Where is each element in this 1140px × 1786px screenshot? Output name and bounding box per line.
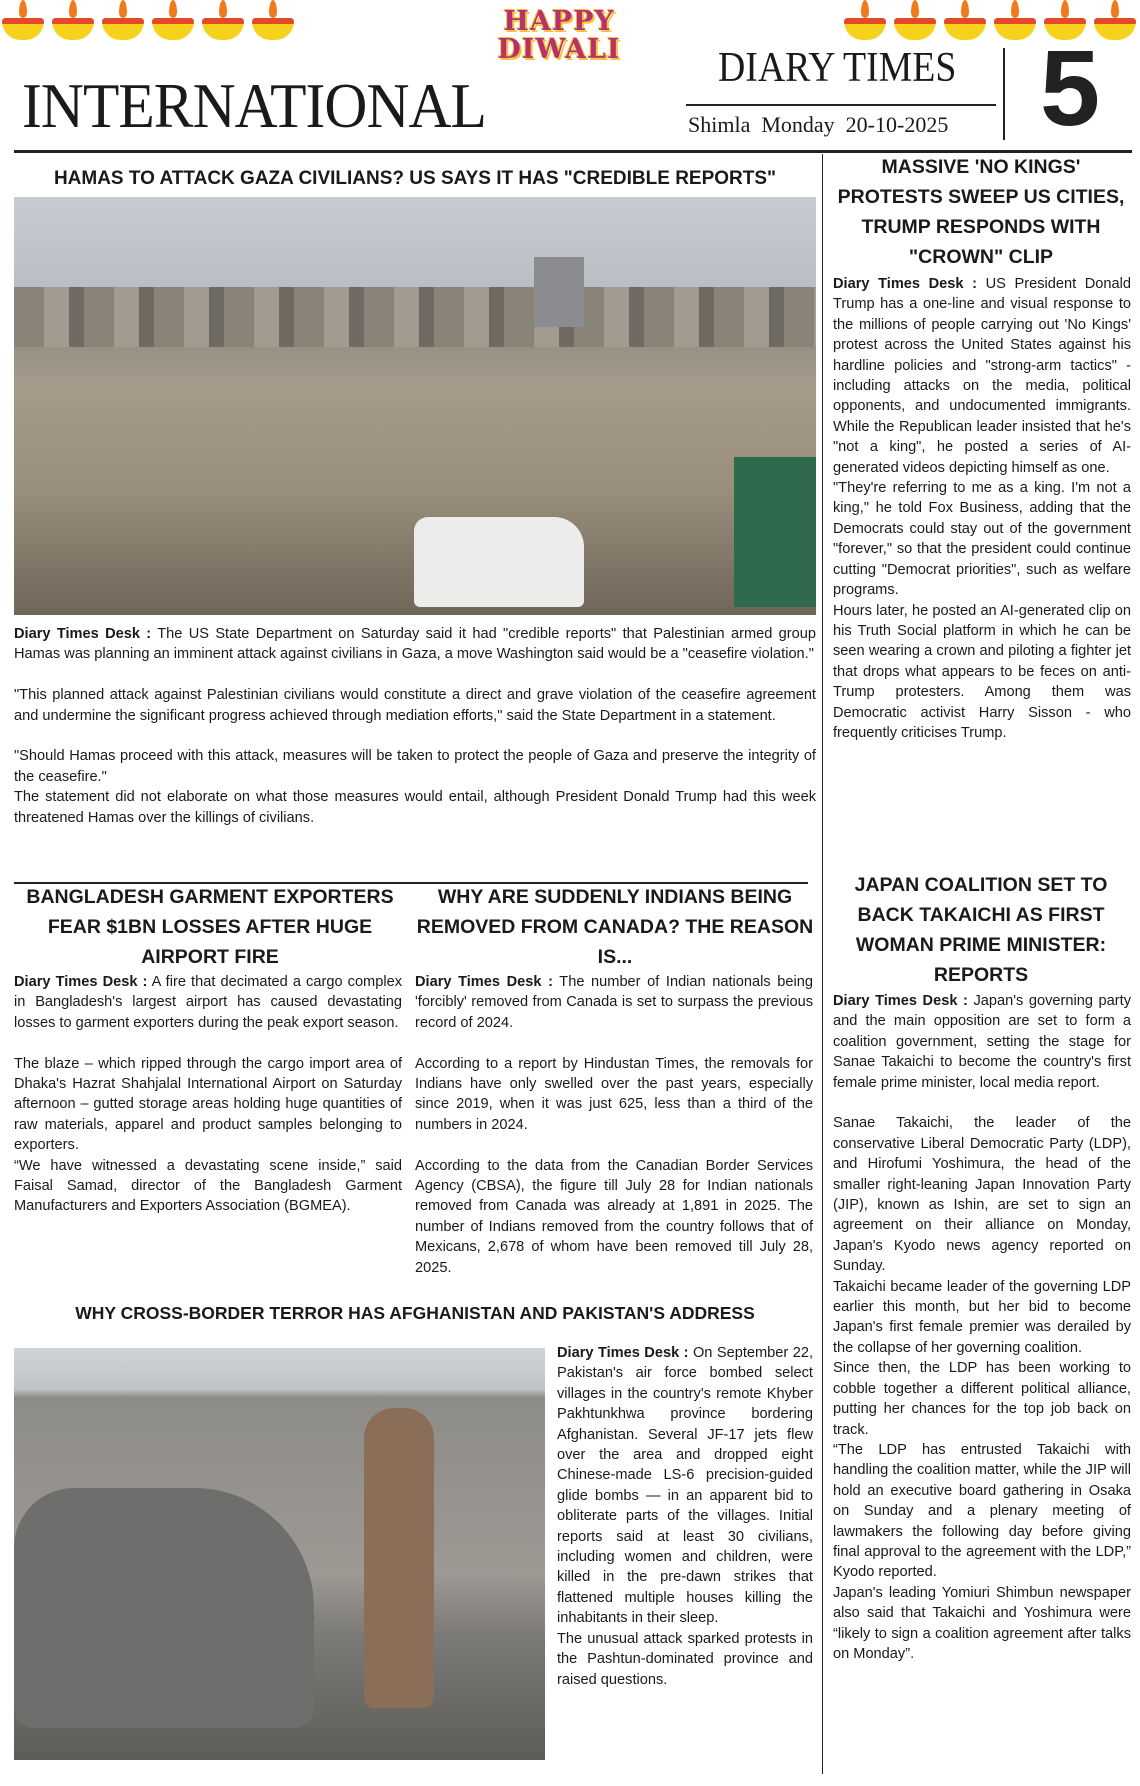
afghan-photo	[14, 1348, 545, 1760]
paragraph: Japan's leading Yomiuri Shimbun newspaper also said that Takaichi and Yoshimura were “likely to sign a coalition agreement after talks on Monday”.	[833, 1584, 1131, 1662]
bangladesh-body	[14, 972, 402, 1217]
byline: Diary Times Desk :	[833, 993, 968, 1009]
paragraph: Since then, the LDP has been working to cobble together a different political alliance, putting her chances for the top job back on track.	[833, 1360, 1131, 1438]
paragraph: A fire that decimated a cargo complex in Bangladesh's largest airport has caused devastating losses to garment exporters during the peak export season.	[14, 974, 402, 1031]
paragraph: "This planned attack against Palestinian civilians would constitute a direct and grave violation of the ceasefire agreement and undermine the significant progress achieved through mediation efforts," said the State Department in a statement.	[14, 687, 816, 724]
gaza-body	[14, 624, 816, 828]
japan-body	[833, 991, 1131, 1664]
paragraph: According to the data from the Canadian Border Services Agency (CBSA), the figure till July 28 for Indian nationals removed from Canada was already at 1,891 in 2025. The number of Indians removed from the country follows that of Mexicans, 2,678 of whom have been removed till July 28, 2025.	[415, 1157, 813, 1276]
diya-icon	[150, 0, 196, 44]
paragraph: Takaichi became leader of the governing LDP earlier this month, but her bid to become Japan's first female premier was derailed by the collapse of her governing coalition.	[833, 1278, 1131, 1356]
byline: Diary Times Desk :	[415, 974, 553, 990]
paragraph: On September 22, Pakistan's air force bombed select villages in the country's remote Khyber Pakhtunkhwa province bordering Afghanistan. Several JF-17 jets flew over the area and dropped eight Chinese-made LS-6 precision-guided glide bombs — in an apparent bid to obliterate parts of the villages. Initial reports said at least 30 civilians, including women and children, were killed in the pre-dawn strikes that flattened multiple houses killing the inhabitants in their sleep.	[557, 1345, 813, 1627]
japan-headline: JAPAN COALITION SET TO BACK TAKAICHI AS FIRST WOMAN PRIME MINISTER: REPORTS	[854, 874, 1108, 986]
column-divider	[822, 154, 823, 1774]
paragraph: Hours later, he posted an AI-generated clip on his Truth Social platform in which he can be seen wearing a crown and piloting a fighter jet that drops what appears to be feces on anti-Trump protesters. Among them was Democratic activist Harry Sisson - who frequently criticises Trump.	[833, 602, 1131, 741]
paragraph: The blaze – which ripped through the cargo import area of Dhaka's Hazrat Shahjalal International Airport on Saturday afternoon – gutted storage areas holding huge quantities of raw materials, apparel and product samples belonging to exporters.	[14, 1055, 402, 1154]
diya-decoration-left	[0, 0, 296, 44]
paragraph: "They're referring to me as a king. I'm not a king," he told Fox Business, adding that the Democrats could stay out of the government "forever," so that the president could continue cutting "Democrat priorities", such as welfare programs.	[833, 480, 1131, 599]
gaza-photo	[14, 197, 816, 615]
section-title: INTERNATIONAL	[22, 70, 486, 141]
diya-icon	[892, 0, 938, 44]
paragraph: The number of Indian nationals being 'forcibly' removed from Canada is set to surpass the previous record of 2024.	[415, 974, 813, 1031]
dateline: Shimla Monday 20-10-2025	[688, 112, 949, 137]
diya-icon	[250, 0, 296, 44]
paragraph: "Should Hamas proceed with this attack, measures will be taken to protect the people of Gaza and preserve the integrity of the ceasefire."	[14, 748, 816, 785]
bangladesh-headline: BANGLADESH GARMENT EXPORTERS FEAR $1BN LOSSES AFTER HUGE AIRPORT FIRE	[26, 886, 394, 968]
afghan-body	[557, 1343, 813, 1690]
diya-icon	[50, 0, 96, 44]
nokings-body	[833, 274, 1131, 743]
byline: Diary Times Desk :	[833, 276, 977, 292]
byline: Diary Times Desk :	[14, 626, 152, 642]
page-number: 5	[1040, 27, 1101, 148]
paragraph: According to a report by Hindustan Times, the removals for Indians have only swelled over the past years, especially since 2019, when it was just 625, less than a third of the numbers in 2024.	[415, 1055, 813, 1133]
diya-icon	[0, 0, 46, 44]
byline: Diary Times Desk :	[557, 1345, 689, 1361]
divider	[686, 104, 996, 106]
paragraph: US President Donald Trump has a one-line and visual response to the millions of people carrying out 'No Kings' protest across the United States against his hardline policies and "strong-arm tactics" - including attacks on the media, political opponents, and undocumented immigrants. While the Republican leader insisted that he's "not a king", he posted a series of AI-generated videos depicting himself as one.	[833, 276, 1131, 476]
afghan-headline: WHY CROSS-BORDER TERROR HAS AFGHANISTAN AND PAKISTAN'S ADDRESS	[75, 1303, 755, 1323]
diya-icon	[842, 0, 888, 44]
paragraph: “The LDP has entrusted Takaichi with handling the coalition matter, while the JIP will hold an executive board gathering in Osaka on Sunday and a plenary meeting of lawmakers the following day before giving final approval to the agreement with the LDP,” Kyodo reported.	[833, 1441, 1131, 1581]
paper-name: DIARY TIMES	[718, 45, 957, 91]
canada-body	[415, 972, 813, 1278]
paragraph: Japan's governing party and the main opposition are set to form a coalition government, setting the stage for Sanae Takaichi to become the country's first female prime minister, local media report.	[833, 993, 1131, 1091]
paragraph: The US State Department on Saturday said it had "credible reports" that Palestinian armed group Hamas was planning an imminent attack against civilians in Gaza, a move Washington said would be a "ceasefire violation."	[14, 626, 816, 663]
diya-icon	[992, 0, 1038, 44]
byline: Diary Times Desk :	[14, 974, 148, 990]
paragraph: Sanae Takaichi, the leader of the conservative Liberal Democratic Party (LDP), and Hirofumi Yoshimura, the head of the smaller right-leaning Japan Innovation Party (JIP), known as Ishin, are set to sign an agreement on their alliance on Monday, Japan's Kyodo news agency reported on Sunday.	[833, 1115, 1131, 1275]
paragraph: The unusual attack sparked protests in the Pashtun-dominated province and raised questions.	[557, 1630, 813, 1688]
diya-icon	[100, 0, 146, 44]
diya-icon	[200, 0, 246, 44]
paragraph: The statement did not elaborate on what those measures would entail, although President Donald Trump had this week threatened Hamas over the killings of civilians.	[14, 789, 816, 826]
paragraph: “We have witnessed a devastating scene inside,” said Faisal Samad, director of the Bangladesh Garment Manufacturers and Exporters Association (BGMEA).	[14, 1157, 402, 1215]
happy-diwali-banner: HAPPY DIWALI	[497, 6, 621, 65]
gaza-headline: HAMAS TO ATTACK GAZA CIVILIANS? US SAYS IT HAS "CREDIBLE REPORTS"	[53, 168, 777, 189]
canada-headline: WHY ARE SUDDENLY INDIANS BEING REMOVED FROM CANADA? THE REASON IS...	[416, 886, 814, 968]
nokings-headline: MASSIVE 'NO KINGS' PROTESTS SWEEP US CITIES, TRUMP RESPONDS WITH "CROWN" CLIP	[837, 156, 1125, 268]
divider	[1003, 48, 1005, 140]
diya-icon	[942, 0, 988, 44]
